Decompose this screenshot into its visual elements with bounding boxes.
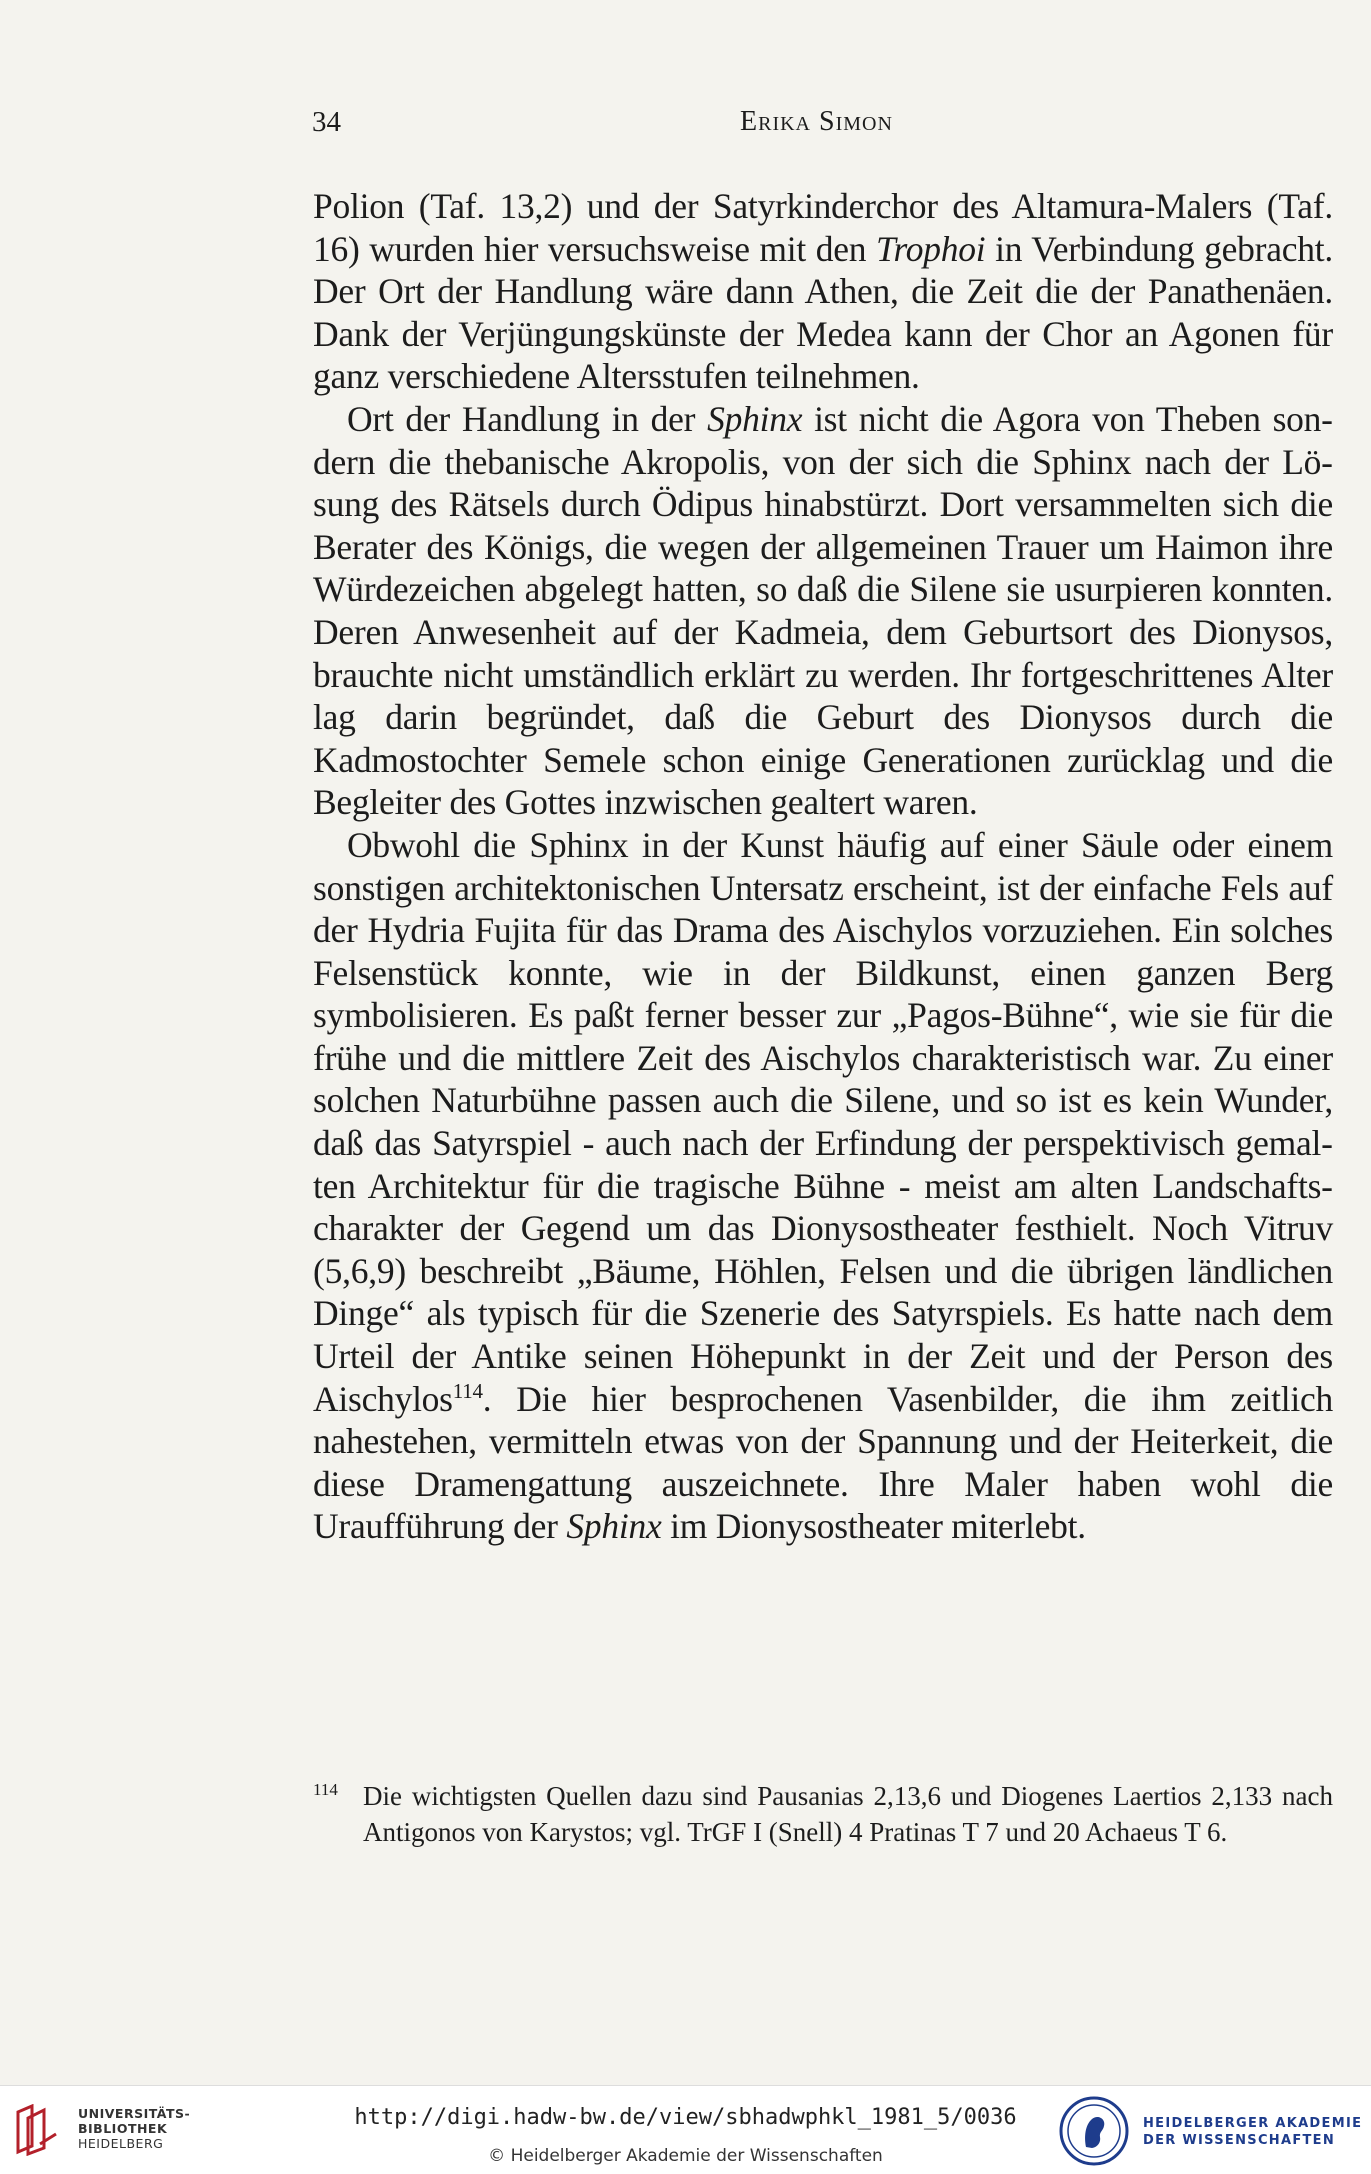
paragraph [313,824,1333,1548]
academy-line-2: DER WISSENSCHAFTEN [1143,2133,1336,2148]
body-text [313,185,1333,1548]
paragraph [313,398,1333,824]
ub-line-1: UNIVERSITÄTS- [78,2106,191,2121]
text-run: in Verbindung gebracht. Der Ort der Handlung wäre dann Athen, die Zeit die der Panathenäen. Dank der Verjüngungskünste der Medea kann der Chor an Agonen für ganz verschiedene Altersstufen teilnehmen. [313,228,1333,397]
permalink-url[interactable]: http://digi.hadw-bw.de/view/sbhadwphkl_1981_5/0036 [354,2105,1017,2130]
footer-bar [0,2085,1371,2174]
academy-name [1143,2115,1362,2149]
text-run: Obwohl die Sphinx in der Kunst häufig auf einer Säule oder einem sonstigen architektonischen Untersatz erscheint, ist der einfache Fels auf der Hydria Fujita für das Drama des Aischylos vorzuziehen. Ein solches Felsenstück konnte, wie in der Bildkunst, einen ganzen Berg symbolisieren. Es paßt ferner besser zur „Pagos-Bühne“, wie sie für die frühe und die mittlere Zeit des Aischylos charakteristisch war. Zu einer solchen Naturbühne passen auch die Silene, und so ist es kein Wunder, daß das Satyrspiel - auch nach der Erfindung der perspektivisch gemalten Architektur für die tragische Bühne - meist am alten Landschaftscharakter der Gegend um das Dionysostheater festhielt. Noch Vitruv (5,6,9) beschreibt „Bäume, Höhlen, Felsen und die übrigen ländlichen Dinge“ als typisch für die Szenerie des Satyrspiels. Es hatte nach dem Urteil der Antike seinen Höhepunkt in der Zeit und der Person des Aischylos [313,824,1333,1419]
footnote-number: 114 [313,1780,338,1799]
academy-seal-icon [1058,2095,1130,2167]
text-run: ist nicht die Agora von Theben sondern die thebanische Akropolis, von der sich die Sphinx nach der Lösung des Rätsels durch Ödipus hinabstürzt. Dort versammelten sich die Berater des Königs, die wegen der allgemeinen Trauer um Haimon ihre Würdezeichen abgelegt hatten, so daß die Silene sie usurpieren konnten. Deren Anwesenheit auf der Kadmeia, dem Geburtsort des Dionysos, brauchte nicht umständlich erklärt zu werden. Ihr fortgeschrittenes Alter lag darin begründet, daß die Geburt des Dionysos durch die Kadmostochter Semele schon einige Generationen zurücklag und die Begleiter des Gottes inzwischen gealtert waren. [313,398,1333,823]
running-head: Erika Simon [740,106,893,137]
text-run: Polion (Taf. 13,2) und der Satyrkinderchor des Altamura-Malers (Taf. 16) wurden hier versuchsweise mit den [313,186,1333,269]
footnote [313,1778,1333,1850]
text-run: . Die hier besprochenen Vasenbilder, die ihm zeitlich nahestehen, vermitteln etwas von der Spannung und der Heiterkeit, die diese Dramengattung auszeichnete. Ihre Maler haben wohl die Uraufführung der [313,1378,1333,1547]
paragraph [313,185,1333,398]
italic-title: Sphinx [566,1506,662,1547]
academy-line-1: HEIDELBERGER AKADEMIE [1143,2116,1363,2131]
footnote-reference: 114 [452,1378,483,1403]
copyright-notice: © Heidelberger Akademie der Wissenschaften [488,2146,883,2166]
text-run: Ort der Handlung in der [347,398,708,439]
italic-title: Trophoi [875,228,986,269]
ub-line-2: BIBLIOTHEK [78,2121,168,2136]
text-run: im Dionysostheater miterlebt. [661,1506,1086,1547]
ub-line-3: HEIDELBERG [78,2136,164,2151]
italic-title: Sphinx [707,398,803,439]
footnote-text: Die wichtigsten Quellen dazu sind Pausanias 2,13,6 und Diogenes Laertios 2,133 nach Antigonos von Karystos; vgl. TrGF I (Snell) 4 Pratinas T 7 und 20 Achaeus T 6. [363,1781,1333,1847]
page-number: 34 [312,106,341,138]
